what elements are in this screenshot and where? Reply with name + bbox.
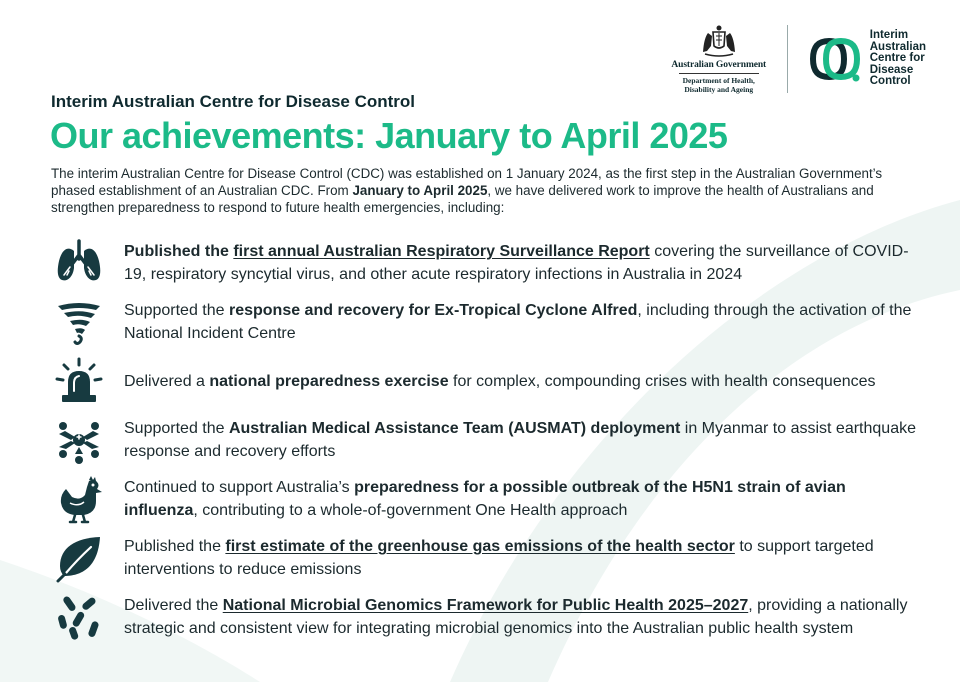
achievement-lead: Continued to support Australia’s bbox=[124, 479, 355, 496]
achievement-lead: Delivered the bbox=[124, 597, 223, 614]
achievement-text bbox=[124, 594, 918, 640]
achievement-text bbox=[124, 476, 918, 522]
achievement-text bbox=[124, 299, 918, 345]
achievements-list bbox=[48, 237, 918, 643]
achievement-item bbox=[48, 296, 918, 348]
header-logos bbox=[665, 24, 926, 94]
achievement-text bbox=[124, 535, 918, 581]
achievement-detail: for complex, compounding crises with health consequences bbox=[448, 372, 876, 390]
report-link[interactable]: first annual Australian Respiratory Surveillance Report bbox=[233, 243, 650, 260]
achievement-lead: Supported the bbox=[124, 420, 229, 437]
lungs-icon bbox=[53, 237, 105, 289]
achievement-item bbox=[48, 473, 918, 525]
achievement-text bbox=[124, 417, 918, 463]
intro-text: , we have delivered work to improve the health of Australians and strengthen preparedness to respond to future health emergencies, including: bbox=[51, 183, 874, 215]
page-title: Our achievements: January to April 2025 bbox=[50, 115, 728, 156]
achievement-item bbox=[48, 355, 918, 407]
achievement-lead: Delivered a bbox=[124, 372, 210, 390]
achievement-text bbox=[124, 370, 876, 393]
framework-link[interactable]: National Microbial Genomics Framework for Public Health 2025–2027 bbox=[222, 597, 749, 614]
achievement-detail: , including through the activation of the National Incident Centre bbox=[124, 302, 912, 342]
cdc-logo-line: Centre for bbox=[869, 52, 925, 65]
intro-text: The interim Australian Centre for Disease Control (CDC) was established on 1 January 2024, as the first step in the Australian Government’s phased establishment of an Australian CDC. From bbox=[51, 166, 883, 198]
gov-name: Australian Government bbox=[671, 60, 767, 70]
alarm-siren-icon bbox=[53, 355, 105, 407]
cyclone-icon bbox=[53, 296, 105, 348]
cdc-logo bbox=[806, 30, 926, 88]
medical-team-icon bbox=[53, 414, 105, 466]
achievement-item bbox=[48, 237, 918, 289]
gov-rule bbox=[679, 73, 759, 74]
intro-date-range: January to April 2025 bbox=[352, 183, 488, 198]
achievement-bold: Australian Medical Assistance Team (AUSMAT) deployment bbox=[228, 420, 681, 437]
intro-paragraph bbox=[51, 165, 911, 216]
gov-dept-line1: Department of Health, bbox=[682, 76, 755, 85]
bacteria-icon bbox=[53, 591, 105, 643]
leaf-icon bbox=[53, 532, 105, 584]
logo-divider bbox=[787, 25, 788, 93]
achievement-item bbox=[48, 591, 918, 643]
achievement-text bbox=[124, 240, 918, 286]
achievement-lead: Published the bbox=[124, 538, 226, 555]
achievement-bold: preparedness for a possible outbreak of the H5N1 strain of avian influenza bbox=[124, 479, 846, 519]
cdc-logo-line: Disease bbox=[869, 63, 914, 76]
cdc-logo-text bbox=[870, 30, 926, 88]
achievement-detail: , contributing to a whole-of-government One Health approach bbox=[193, 502, 628, 519]
coat-of-arms-icon bbox=[698, 24, 740, 58]
achievement-detail: to support targeted interventions to reduce emissions bbox=[124, 538, 874, 578]
achievement-bold: response and recovery for Ex-Tropical Cyclone Alfred bbox=[228, 302, 638, 319]
chicken-icon bbox=[53, 473, 105, 525]
achievement-detail: covering the surveillance of COVID-19, respiratory syncytial virus, and other acute respiratory infections in Australia in 2024 bbox=[124, 243, 909, 283]
achievement-bold: Published the bbox=[124, 243, 234, 260]
achievement-detail: in Myanmar to assist earthquake response and recovery efforts bbox=[124, 420, 916, 460]
org-name: Interim Australian Centre for Disease Control bbox=[51, 92, 416, 111]
achievement-item bbox=[48, 414, 918, 466]
achievement-item bbox=[48, 532, 918, 584]
achievement-detail: , providing a nationally strategic and consistent view for integrating microbial genomics into the Australian public health system bbox=[124, 597, 908, 637]
cdc-logo-line: Control bbox=[869, 75, 911, 88]
emissions-link[interactable]: first estimate of the greenhouse gas emissions of the health sector bbox=[225, 538, 735, 555]
gov-dept-line2: Disability and Ageing bbox=[684, 85, 754, 94]
achievement-bold: national preparedness exercise bbox=[209, 372, 449, 390]
australian-government-logo bbox=[665, 24, 773, 94]
cdc-logo-line: Interim bbox=[869, 29, 909, 42]
cdc-logo-mark-icon bbox=[806, 34, 864, 84]
cdc-logo-line: Australian bbox=[869, 40, 926, 53]
achievement-lead: Supported the bbox=[124, 302, 229, 319]
